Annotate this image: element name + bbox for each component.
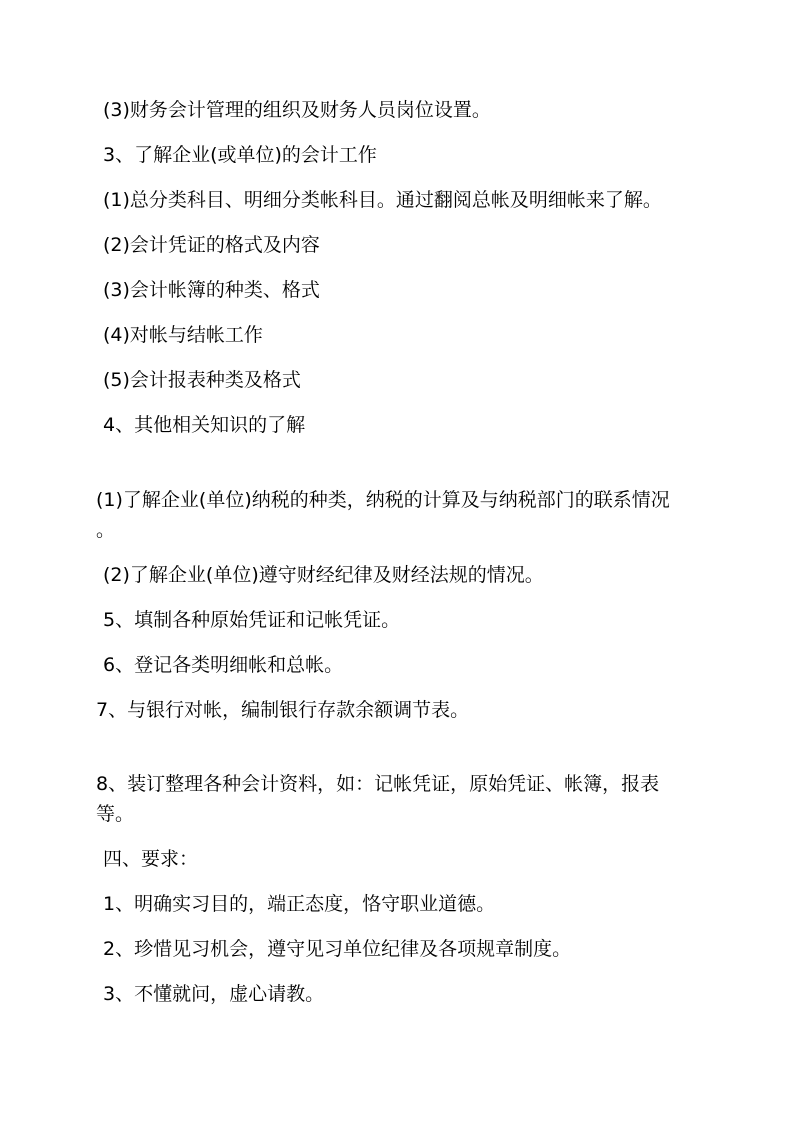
text-line: (1)总分类科目、明细分类帐科目。通过翻阅总帐及明细帐来了解。	[103, 189, 662, 211]
text-line: 5、填制各种原始凭证和记帐凭证。	[103, 609, 401, 631]
text-line: 2、珍惜见习机会，遵守见习单位纪律及各项规章制度。	[103, 938, 572, 960]
text-line: 1、明确实习目的，端正态度，恪守职业道德。	[103, 893, 496, 915]
text-line: 3、不懂就问，虚心请教。	[103, 983, 325, 1005]
text-line: (2)了解企业(单位)遵守财经纪律及财经法规的情况。	[103, 564, 544, 586]
text-line: (5)会计报表种类及格式	[103, 369, 301, 391]
text-line: (3)会计帐簿的种类、格式	[103, 279, 320, 301]
text-line: (4)对帐与结帐工作	[103, 324, 263, 346]
section-heading: 四、要求：	[103, 848, 199, 870]
text-line: 4、其他相关知识的了解	[103, 414, 306, 436]
text-line: 等。	[96, 803, 135, 825]
text-line: 8、装订整理各种会计资料，如：记帐凭证，原始凭证、帐簿，报表	[96, 773, 660, 795]
text-line: 6、登记各类明细帐和总帐。	[103, 654, 344, 676]
text-line: 。	[96, 519, 116, 541]
text-line: (3)财务会计管理的组织及财务人员岗位设置。	[103, 99, 491, 121]
text-line: 7、与银行对帐，编制银行存款余额调节表。	[96, 699, 470, 721]
text-line: 3、了解企业(或单位)的会计工作	[103, 144, 377, 166]
text-line: (1)了解企业(单位)纳税的种类，纳税的计算及与纳税部门的联系情况	[96, 489, 670, 511]
text-line: (2)会计凭证的格式及内容	[103, 234, 320, 256]
